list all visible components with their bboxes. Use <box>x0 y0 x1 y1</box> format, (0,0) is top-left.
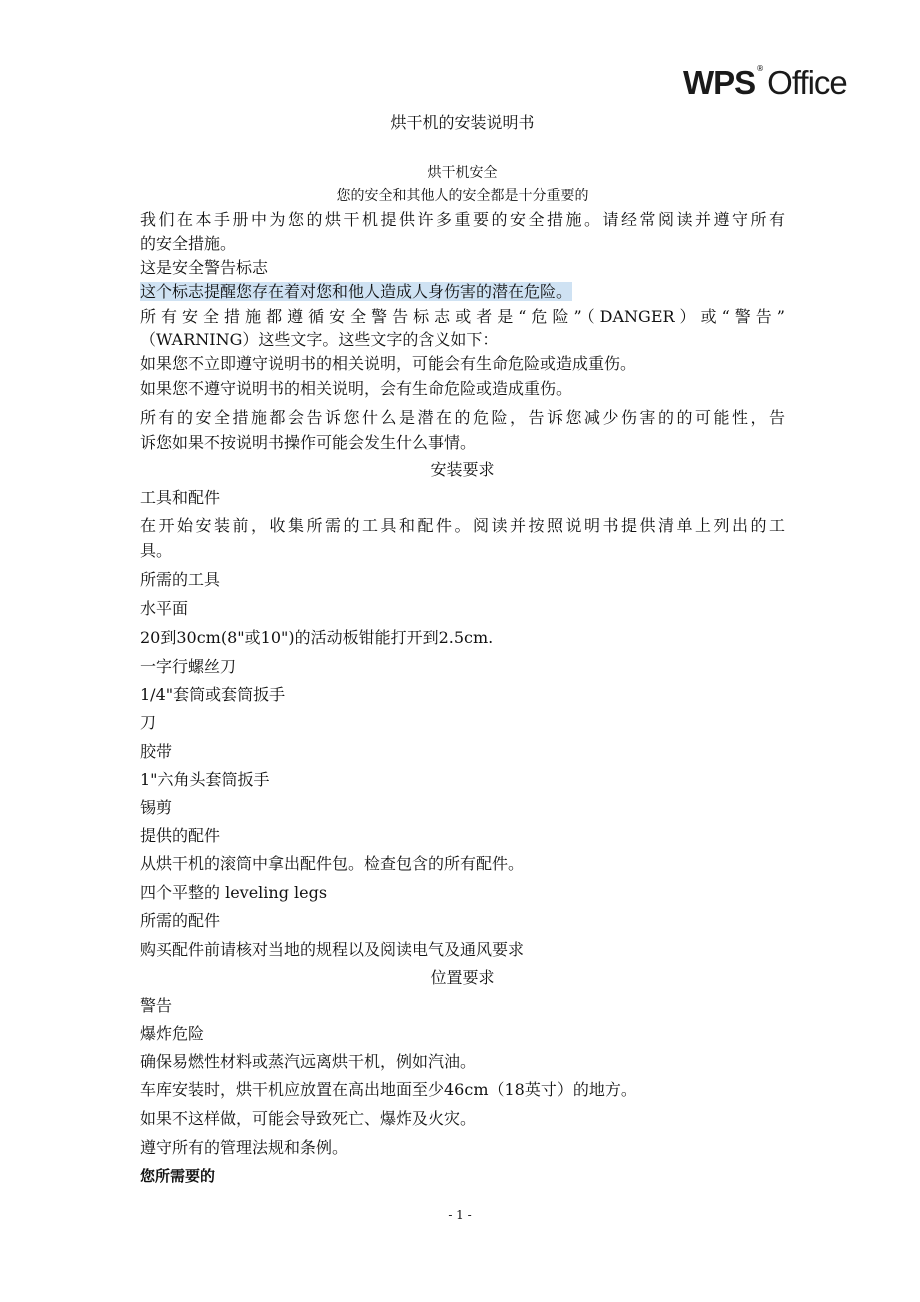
required-parts-text: 购买配件前请核对当地的规程以及阅读电气及通风要求 <box>140 940 525 959</box>
page-number: - 1 - <box>448 1208 472 1222</box>
list-item: 如果不这样做，可能会导致死亡、爆炸及火灾。 <box>140 1109 477 1128</box>
paragraph-line: 在开始安装前，收集所需的工具和配件。阅读并按照说明书提供清单上列出的工 <box>140 516 785 535</box>
tools-heading: 工具和配件 <box>140 488 221 507</box>
paragraph-line: 所有安全措施都遵循安全警告标志或者是“危险”（DANGER）或“警告” <box>140 307 785 326</box>
list-item: 锡剪 <box>140 798 173 817</box>
location-requirements-heading: 位置要求 <box>430 968 495 987</box>
paragraph-line: 我们在本手册中为您的烘干机提供许多重要的安全措施。请经常阅读并遵守所有 <box>140 210 785 229</box>
list-item: 胶带 <box>140 742 173 761</box>
list-item: 20到30cm(8"或10")的活动板钳能打开到2.5cm. <box>140 628 494 647</box>
paragraph-line: （WARNING）这些文字。这些文字的含义如下： <box>140 330 499 349</box>
warning-symbol-description <box>140 282 572 302</box>
required-parts-heading: 所需的配件 <box>140 911 221 930</box>
list-item: 四个平整的 leveling legs <box>140 883 328 902</box>
paragraph-line: 诉您如果不按说明书操作可能会发生什么事情。 <box>140 433 477 452</box>
logo-office-text: Office <box>767 64 847 101</box>
explosion-hazard-label: 爆炸危险 <box>140 1024 205 1043</box>
list-item: 确保易燃性材料或蒸汽远离烘干机，例如汽油。 <box>140 1052 477 1071</box>
section-subtitle: 您的安全和其他人的安全都是十分重要的 <box>336 188 589 204</box>
logo-registered-mark: ® <box>756 64 765 73</box>
provided-parts-text: 从烘干机的滚筒中拿出配件包。检查包含的所有配件。 <box>140 854 525 873</box>
warning-symbol-label: 这是安全警告标志 <box>140 258 269 277</box>
install-requirements-heading: 安装要求 <box>430 460 495 479</box>
paragraph-line: 所有的安全措施都会告诉您什么是潜在的危险，告诉您减少伤害的的可能性，告 <box>140 408 785 427</box>
section-title: 烘干机安全 <box>427 165 498 181</box>
list-item: 遵守所有的管理法规和条例。 <box>140 1138 349 1157</box>
warning-meaning: 如果您不遵守说明书的相关说明，会有生命危险或造成重伤。 <box>140 379 573 398</box>
paragraph-line: 的安全措施。 <box>140 234 237 253</box>
wps-office-logo <box>683 66 847 99</box>
provided-parts-heading: 提供的配件 <box>140 826 221 845</box>
paragraph-line: 具。 <box>140 541 173 560</box>
location-warning-label: 警告 <box>140 996 173 1015</box>
document-title: 烘干机的安装说明书 <box>390 113 535 132</box>
list-item: 一字行螺丝刀 <box>140 657 237 676</box>
what-you-need-heading: 您所需要的 <box>140 1167 216 1185</box>
list-item: 车库安装时，烘干机应放置在高出地面至少46cm（18英寸）的地方。 <box>140 1080 637 1099</box>
list-item: 1"六角头套筒扳手 <box>140 770 270 789</box>
danger-meaning: 如果您不立即遵守说明书的相关说明，可能会有生命危险或造成重伤。 <box>140 354 637 373</box>
highlighted-text: 这个标志提醒您存在着对您和他人造成人身伤害的潜在危险。 <box>140 282 573 301</box>
logo-wps-text: WPS <box>683 64 756 101</box>
list-item: 1/4"套筒或套筒扳手 <box>140 685 286 704</box>
list-item: 水平面 <box>140 599 189 618</box>
list-item: 刀 <box>140 713 157 732</box>
required-tools-heading: 所需的工具 <box>140 570 221 589</box>
